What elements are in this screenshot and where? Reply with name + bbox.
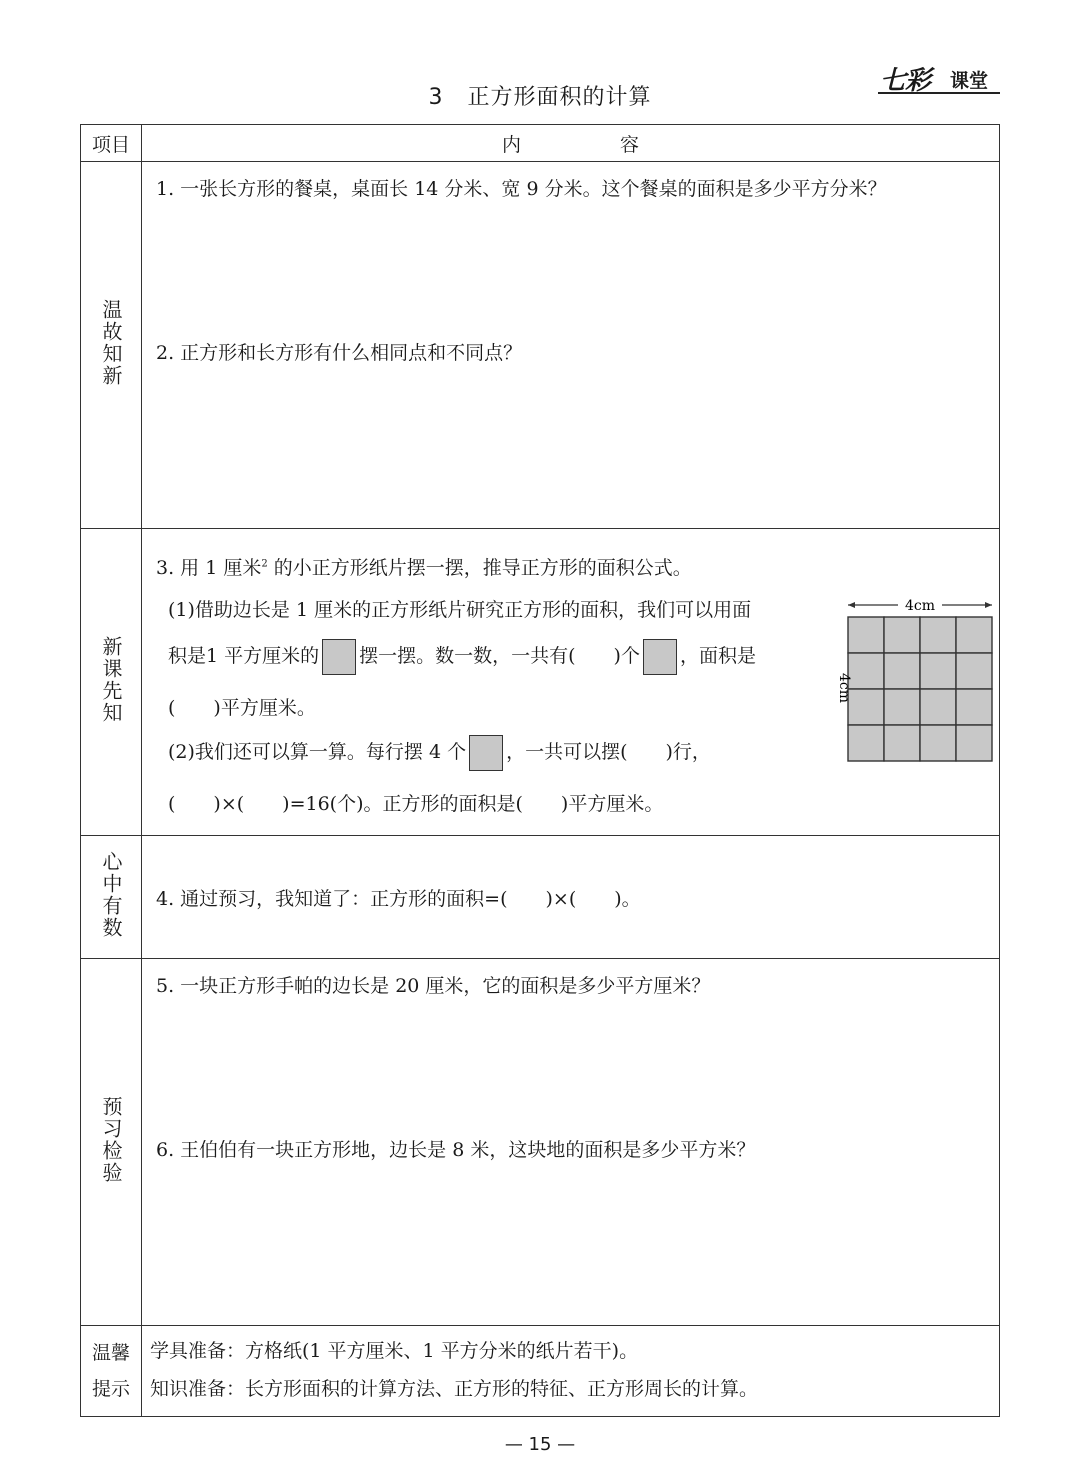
brand-logo <box>878 58 1000 98</box>
part-1-line-1: (1)借助边长是 1 厘米的正方形纸片研究正方形的面积，我们可以用面 <box>168 599 752 621</box>
arrow-left-icon <box>848 602 855 608</box>
section-check <box>81 959 1000 1326</box>
part-1-line-2 <box>168 639 756 675</box>
grid-cell <box>848 653 884 689</box>
brand-logo-text: 七彩 <box>880 66 931 96</box>
grid-cell <box>884 689 920 725</box>
grid-cell <box>920 653 956 689</box>
question-1: 1. 一张长方形的餐桌，桌面长 14 分米、宽 9 分米。这个餐桌的面积是多少平方分米？ <box>156 178 887 200</box>
section-review <box>81 162 1000 529</box>
grid-side-label: 4cm <box>836 672 852 704</box>
col-content-header: 内 容 <box>142 125 1000 162</box>
section-summary <box>81 836 1000 959</box>
part-1-line-2-c: ，面积是 <box>679 645 756 667</box>
grid-cell <box>956 617 992 653</box>
unit-square-icon <box>643 639 677 675</box>
grid-top-label: 4cm <box>904 598 936 614</box>
question-4: 4. 通过预习，我知道了：正方形的面积=( )×( )。 <box>156 888 641 910</box>
question-2: 2. 正方形和长方形有什么相同点和不同点？ <box>156 342 523 364</box>
arrow-right-icon <box>985 602 992 608</box>
section-tips <box>81 1326 1000 1417</box>
lesson-number: 3 <box>428 85 444 110</box>
square-grid-svg <box>836 593 1002 763</box>
part-2-line-2: ( )×( )=16(个)。正方形的面积是( )平方厘米。 <box>168 793 664 815</box>
section-tips-label-1: 温馨 <box>91 1342 130 1364</box>
grid-cell <box>884 653 920 689</box>
question-3-sup: 2 <box>261 558 268 570</box>
tip-knowledge: 知识准备：长方形面积的计算方法、正方形的特征、正方形周长的计算。 <box>150 1378 759 1400</box>
grid-cell <box>848 689 884 725</box>
unit-square-icon <box>469 735 503 771</box>
part-2-line-1 <box>168 735 711 771</box>
logo-underline <box>878 92 1000 94</box>
part-2-line-1-b: ，一共可以摆( )行， <box>506 741 711 763</box>
brand-logo-subtext: 课堂 <box>950 70 989 92</box>
section-preview <box>81 529 1000 836</box>
section-review-label: 温故知新 <box>99 299 123 387</box>
part-1-line-2-b: 摆一摆。数一数，一共有( )个 <box>359 645 640 667</box>
section-check-label: 预习检验 <box>99 1096 123 1184</box>
question-3 <box>156 553 692 580</box>
square-grid-figure <box>836 593 1002 763</box>
grid-cell <box>848 617 884 653</box>
grid-cell <box>956 689 992 725</box>
question-3-suffix: 的小正方形纸片摆一摆，推导正方形的面积公式。 <box>267 557 692 579</box>
question-3-prefix: 3. 用 1 厘米 <box>156 557 262 579</box>
section-tips-label-2: 提示 <box>91 1378 130 1400</box>
grid-cell <box>884 725 920 761</box>
table-header-row <box>81 125 1000 162</box>
grid-cell <box>920 689 956 725</box>
grid-cell <box>884 617 920 653</box>
grid-cell <box>956 653 992 689</box>
tip-tools: 学具准备：方格纸(1 平方厘米、1 平方分米的纸片若干)。 <box>150 1340 639 1362</box>
unit-square-icon <box>322 639 356 675</box>
part-1-line-3: ( )平方厘米。 <box>168 697 316 719</box>
lesson-title: 正方形面积的计算 <box>467 85 652 110</box>
part-2-line-1-a: (2)我们还可以算一算。每行摆 4 个 <box>168 741 467 763</box>
worksheet-table <box>80 124 1000 1417</box>
grid-cell <box>848 725 884 761</box>
grid-cell <box>920 725 956 761</box>
grid-cell <box>956 725 992 761</box>
grid-cell <box>920 617 956 653</box>
question-6: 6. 王伯伯有一块正方形地，边长是 8 米，这块地的面积是多少平方米？ <box>156 1139 756 1161</box>
part-1-line-2-a: 积是1 平方厘米的 <box>168 645 320 667</box>
section-summary-label: 心中有数 <box>99 851 123 939</box>
page-number: — 15 — <box>504 1434 576 1455</box>
section-preview-label: 新课先知 <box>99 636 123 724</box>
question-5: 5. 一块正方形手帕的边长是 20 厘米，它的面积是多少平方厘米？ <box>156 975 711 997</box>
col-item-header: 项目 <box>81 125 142 162</box>
